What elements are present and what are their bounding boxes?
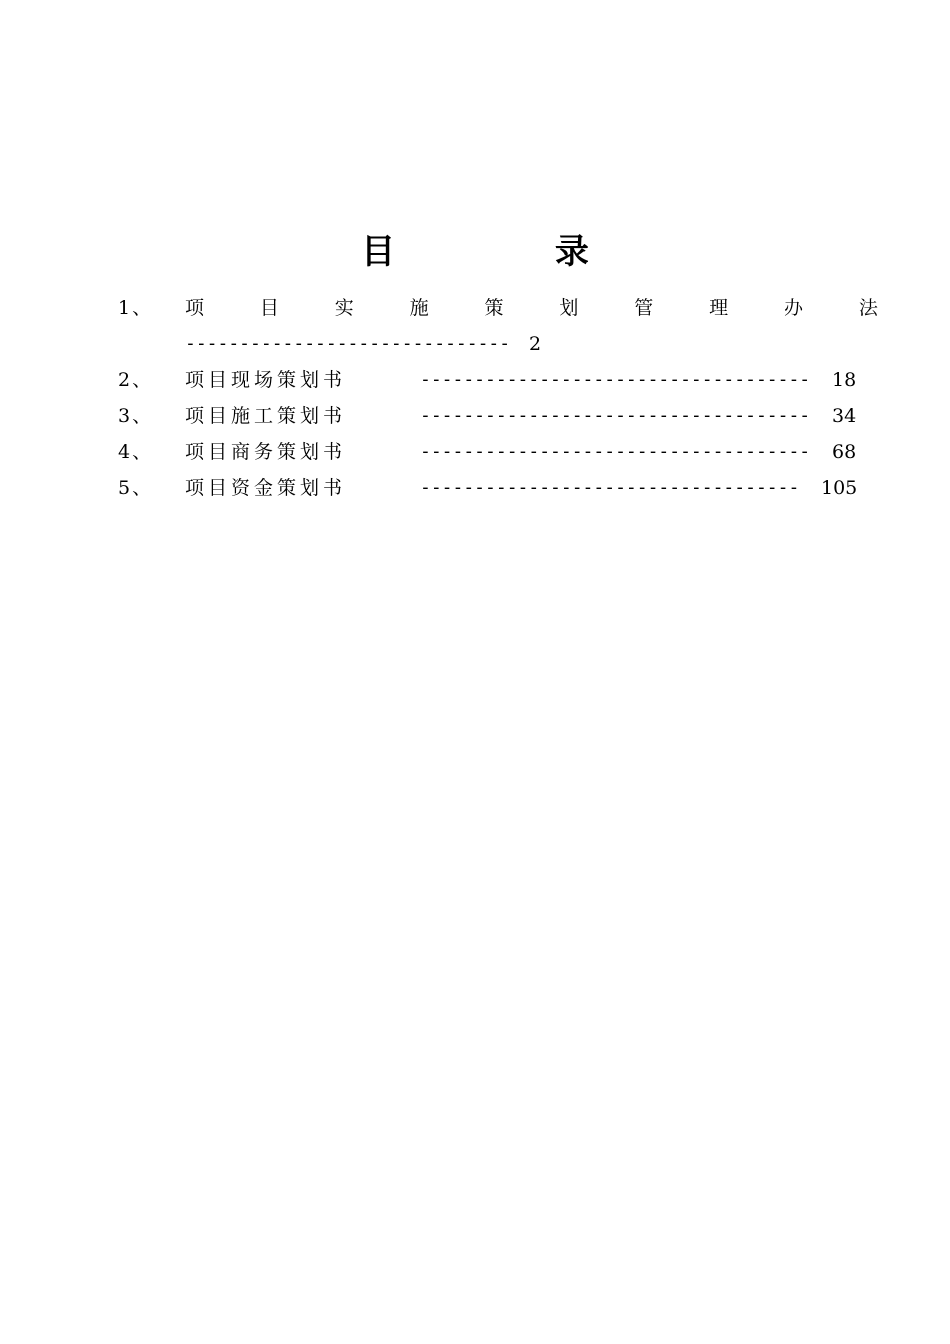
toc-entry-title-char: 施 — [409, 297, 429, 319]
toc-entry-title-char: 策 — [484, 297, 504, 319]
toc-entry-title-char: 项 — [185, 297, 205, 319]
toc-entry-page: 68 — [832, 441, 857, 463]
toc-entry-title — [185, 290, 878, 326]
toc-list — [118, 290, 878, 506]
toc-entry-1-continuation[interactable] — [118, 326, 878, 362]
toc-entry-title-char: 管 — [634, 297, 654, 319]
toc-entry-title-char: 法 — [858, 297, 878, 319]
toc-entry-number: 5、 — [118, 477, 154, 499]
toc-entry-4[interactable] — [118, 434, 878, 470]
toc-entry-page: 18 — [832, 369, 857, 391]
toc-entry-number: 2、 — [118, 369, 154, 391]
toc-entry-title-char: 理 — [709, 297, 729, 319]
toc-entry-title-char: 目 — [259, 297, 279, 319]
toc-entry-leader: ------------------------------------ — [420, 405, 811, 426]
toc-entry-page: 105 — [821, 477, 858, 499]
toc-entry-leader: ------------------------------ — [185, 333, 511, 354]
toc-entry-title-char: 办 — [784, 297, 804, 319]
toc-entry-page: 2 — [529, 333, 542, 355]
toc-entry-leader: ------------------------------------ — [420, 369, 811, 390]
toc-entry-leader: ------------------------------------ — [420, 441, 811, 462]
toc-entry-page: 34 — [832, 405, 857, 427]
toc-title: 目 录 — [361, 232, 663, 272]
toc-entry-title-char: 实 — [334, 297, 354, 319]
toc-entry-title: 项目现场策划书 — [185, 369, 347, 391]
toc-entry-3[interactable] — [118, 398, 878, 434]
toc-entry-title: 项目施工策划书 — [185, 405, 347, 427]
toc-entry-5[interactable] — [118, 470, 878, 506]
toc-entry-number: 4、 — [118, 441, 154, 463]
toc-entry-1[interactable] — [118, 290, 878, 326]
toc-entry-number: 1、 — [118, 297, 154, 319]
toc-entry-title: 项目商务策划书 — [185, 441, 347, 463]
toc-entry-leader: ----------------------------------- — [420, 477, 800, 498]
toc-entry-title-char: 划 — [559, 297, 579, 319]
toc-entry-number: 3、 — [118, 405, 154, 427]
toc-entry-title: 项目资金策划书 — [185, 477, 347, 499]
toc-entry-2[interactable] — [118, 362, 878, 398]
